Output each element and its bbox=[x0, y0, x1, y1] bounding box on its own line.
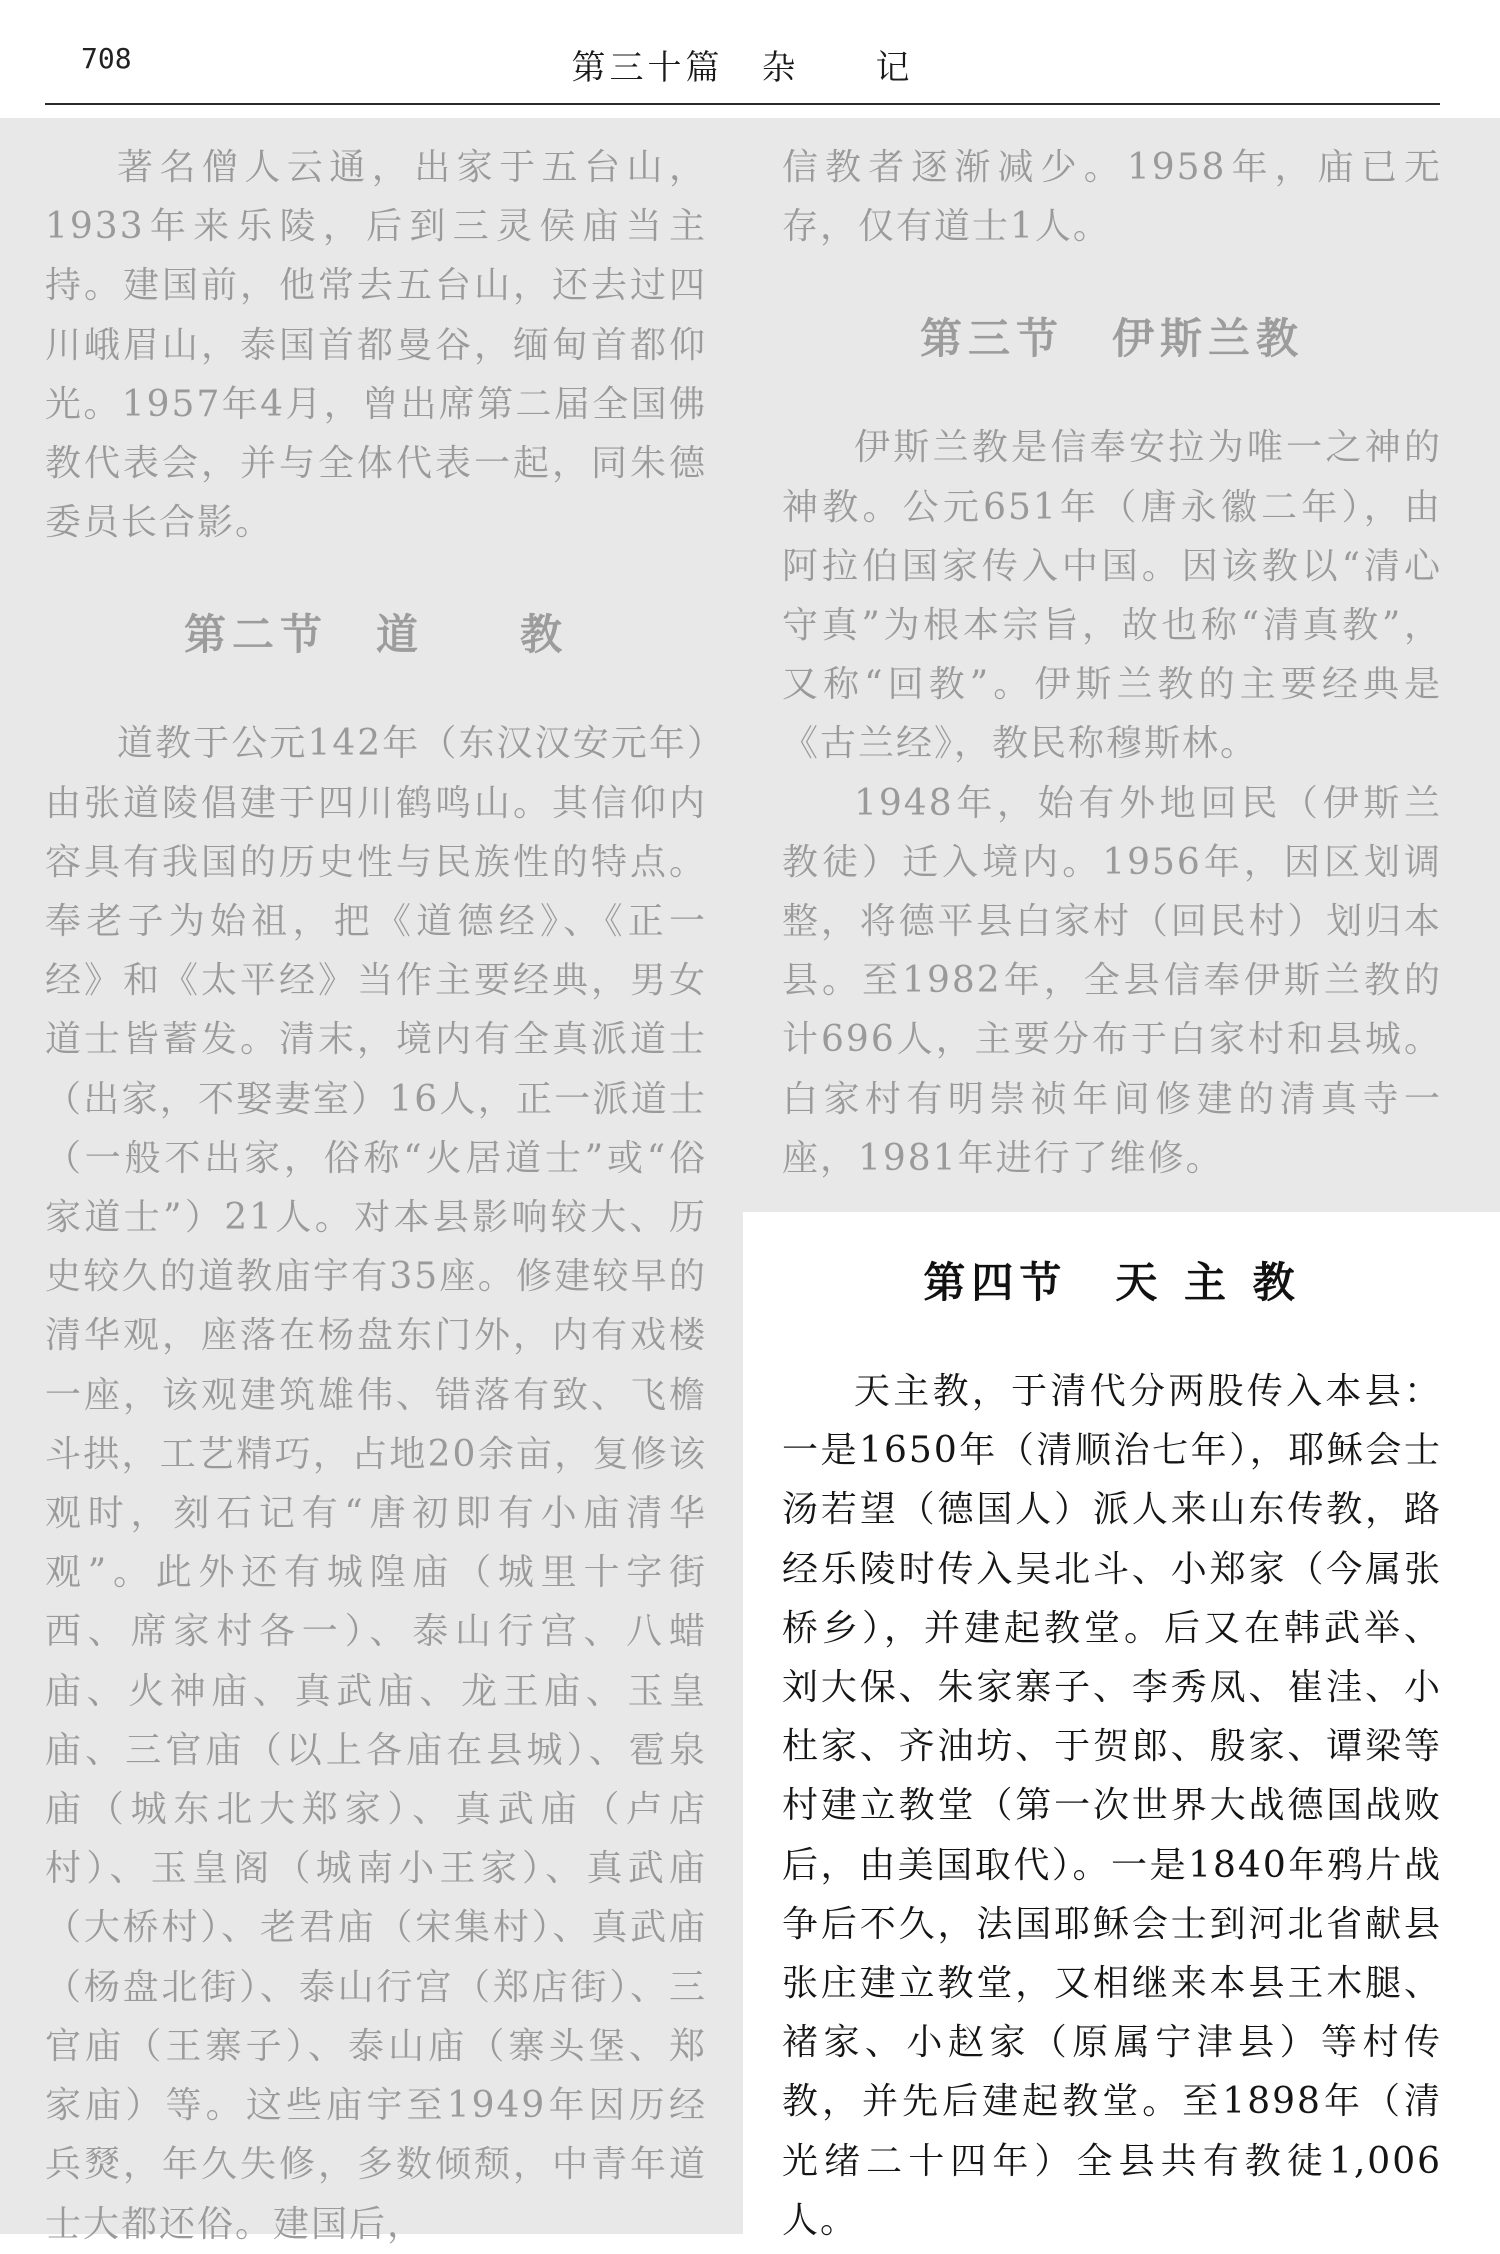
right-column-top bbox=[782, 138, 1442, 1188]
paragraph-taoism: 道教于公元142年（东汉汉安元年）由张道陵倡建于四川鹤鸣山。其信仰内容具有我国的历史性与民族性的特点。奉老子为始祖，把《道德经》、《正一经》和《太平经》当作主要经典，男女道士皆蓄发。清末，境内有全真派道士（出家，不娶妻室）16人，正一派道士（一般不出家，俗称“火居道士”或“俗家道士”）21人。对本县影响较大、历史较久的道教庙宇有35座。修建较早的清华观，座落在杨盘东门外，内有戏楼一座，该观建筑雄伟、错落有致、飞檐斗拱，工艺精巧，占地20余亩，复修该观时，刻石记有“唐初即有小庙清华观”。此外还有城隍庙（城里十字街西、席家村各一）、泰山行宫、八蜡庙、火神庙、真武庙、龙王庙、玉皇庙、三官庙（以上各庙在县城）、雹泉庙（城东北大郑家）、真武庙（卢店村）、玉皇阁（城南小王家）、真武庙（大桥村）、老君庙（宋集村）、真武庙（杨盘北街）、泰山行宫（郑店街）、三官庙（王寨子）、泰山庙（寨头堡、郑家庙）等。这些庙宇至1949年因历经兵燹，年久失修，多数倾颓，中青年道士大都还俗。建国后， bbox=[45, 723, 707, 2245]
right-column-bottom bbox=[782, 1250, 1442, 2250]
paragraph-catholicism: 天主教，于清代分两股传入本县：一是1650年（清顺治七年），耶稣会士汤若望（德国人）派人来山东传教，路经乐陵时传入吴北斗、小郑家（今属张桥乡），并建起教堂。后又在韩武举、刘大保、朱家寨子、李秀凤、崔洼、小杜家、齐油坊、于贺郎、殷家、谭梁等村建立教堂（第一次世界大战德国战败后，由美国取代）。一是1840年鸦片战争后不久，法国耶稣会士到河北省献县张庄建立教堂，又相继来本县王木腿、褚家、小赵家（原属宁津县）等村传教，并先后建起教堂。至1898年（清光绪二十四年）全县共有教徒1,006人。 bbox=[782, 1371, 1442, 2241]
running-title: 第三十篇 杂 记 bbox=[571, 48, 914, 88]
left-column bbox=[45, 138, 707, 2254]
page-header bbox=[45, 0, 1440, 105]
paragraph-taoism-continued: 信教者逐渐减少。1958年，庙已无存，仅有道士1人。 bbox=[782, 147, 1442, 248]
section-title-islam: 第三节 伊斯兰教 bbox=[919, 314, 1304, 364]
section-title-taoism: 第二节 道 教 bbox=[183, 610, 568, 660]
paragraph-islam-intro: 伊斯兰教是信奉安拉为唯一之神的神教。公元651年（唐永徽二年），由阿拉伯国家传入中国。因该教以“清心守真”为根本宗旨，故也称“清真教”，又称“回教”。伊斯兰教的主要经典是《古兰经》，教民称穆斯林。 bbox=[782, 427, 1442, 765]
page-number: 708 bbox=[81, 42, 132, 75]
paragraph-monk-yuntong: 著名僧人云通，出家于五台山，1933年来乐陵，后到三灵侯庙当主持。建国前，他常去五台山，还去过四川峨眉山，泰国首都曼谷，缅甸首都仰光。1957年4月，曾出席第二届全国佛教代表会，并与全体代表一起，同朱德委员长合影。 bbox=[45, 147, 707, 544]
paragraph-islam-local: 1948年，始有外地回民（伊斯兰教徒）迁入境内。1956年，因区划调整，将德平县白家村（回民村）划归本县。至1982年，全县信奉伊斯兰教的计696人，主要分布于白家村和县城。白家村有明崇祯年间修建的清真寺一座，1981年进行了维修。 bbox=[782, 782, 1442, 1179]
section-title-catholicism: 第四节 天 主 教 bbox=[923, 1258, 1301, 1307]
